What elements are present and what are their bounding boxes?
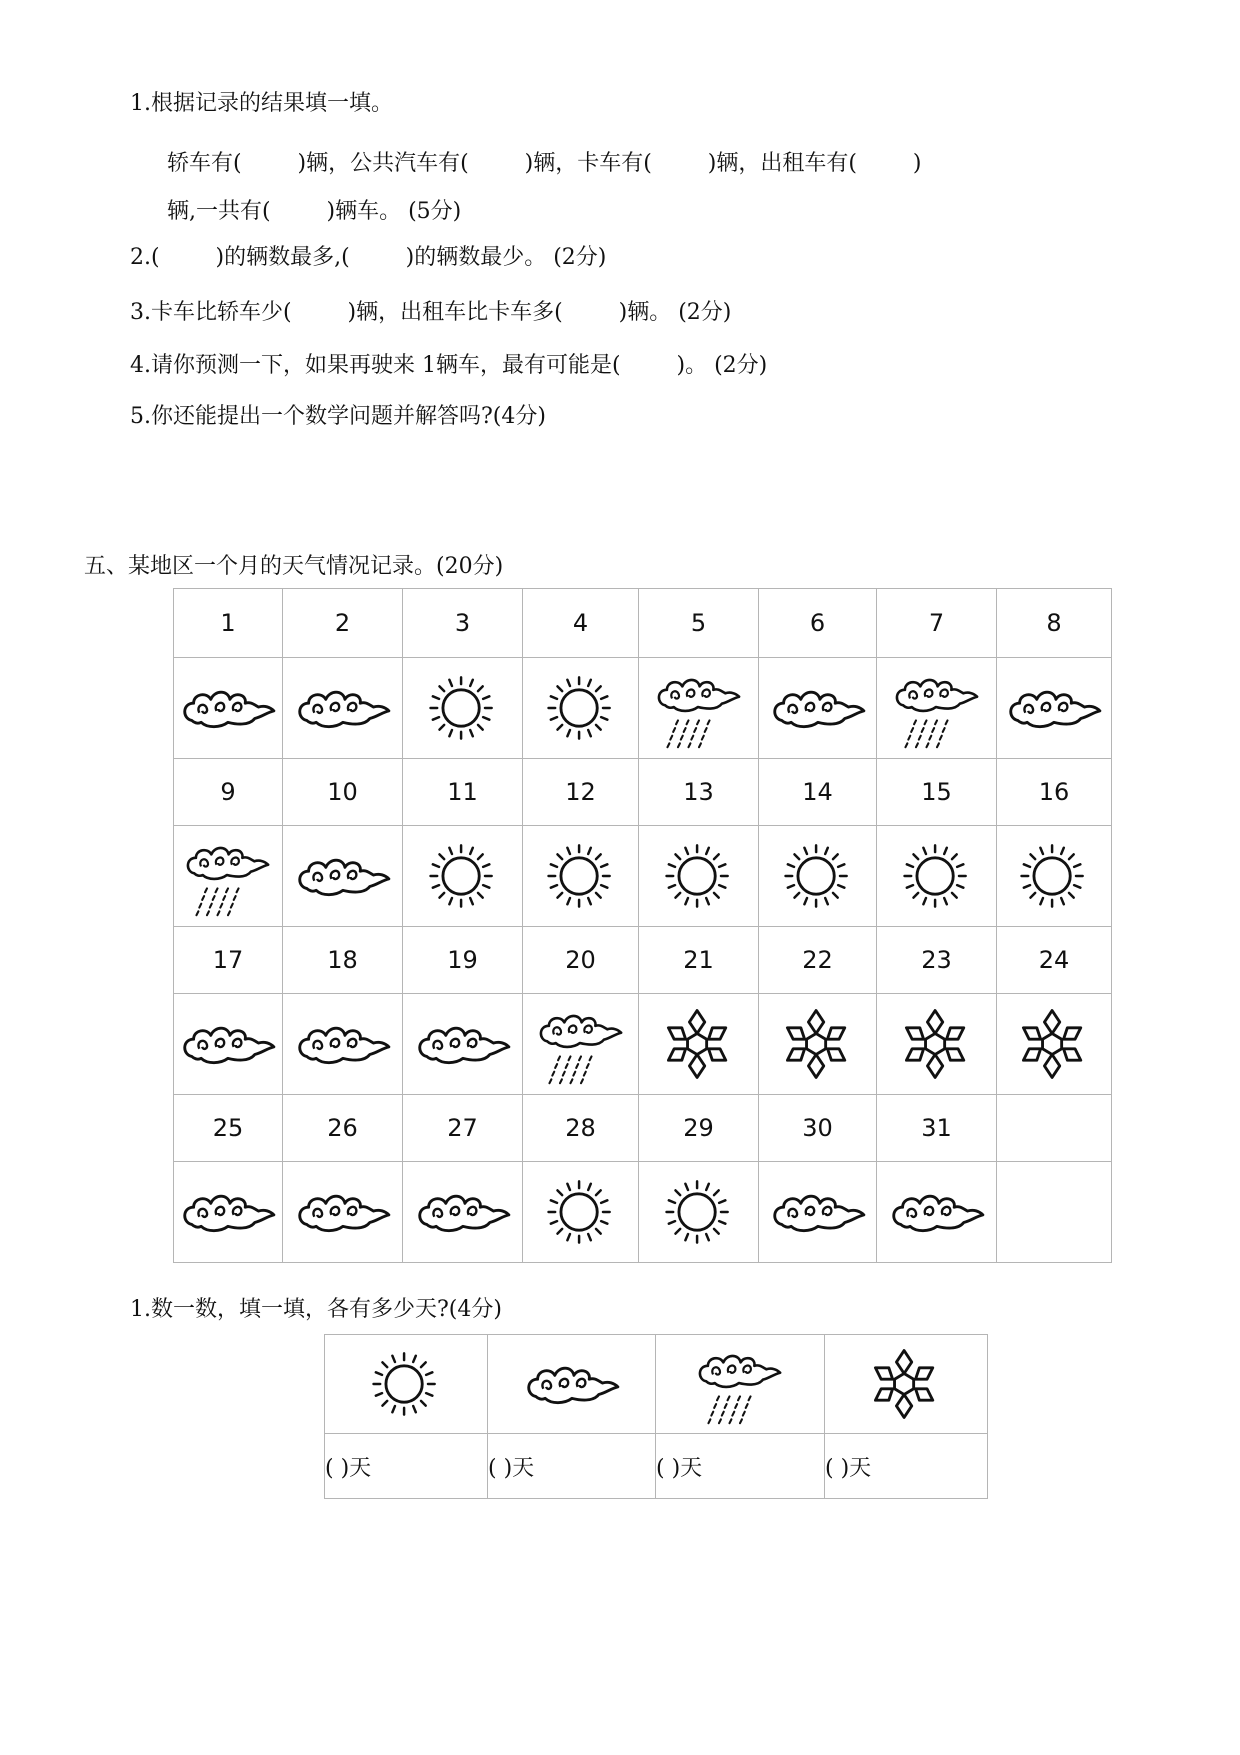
weather-month-table — [173, 588, 1112, 1263]
day-number: 13 — [639, 759, 759, 826]
day-number: 8 — [997, 589, 1112, 658]
day-weather-cell — [174, 826, 283, 927]
day-weather-cell — [174, 994, 283, 1095]
day-weather-cell — [877, 658, 997, 759]
day-number: 9 — [174, 759, 283, 826]
rain-icon — [656, 1341, 824, 1427]
day-weather-cell — [283, 994, 403, 1095]
count-icon-cell — [488, 1335, 656, 1434]
cloud-icon — [997, 665, 1111, 751]
day-number: 19 — [403, 927, 523, 994]
cloud-icon — [174, 665, 282, 751]
q5: 5.你还能提出一个数学问题并解答吗?(4分) — [130, 404, 546, 429]
sun-icon — [325, 1341, 487, 1427]
cloud-icon — [403, 1169, 522, 1255]
day-number: 18 — [283, 927, 403, 994]
cloud-icon — [283, 833, 402, 919]
day-weather-cell — [403, 994, 523, 1095]
day-number: 16 — [997, 759, 1112, 826]
sun-icon — [523, 833, 638, 919]
day-number: 1 — [174, 589, 283, 658]
snow-icon — [825, 1341, 987, 1427]
count-icon-cell — [656, 1335, 825, 1434]
day-weather-cell — [639, 826, 759, 927]
rain-icon — [174, 833, 282, 919]
day-number: 26 — [283, 1095, 403, 1162]
day-number: 28 — [523, 1095, 639, 1162]
day-weather-cell — [759, 658, 877, 759]
cloud-icon — [759, 1169, 876, 1255]
day-weather-cell — [283, 658, 403, 759]
count-answer-blank[interactable]: ( )天 — [488, 1434, 656, 1499]
snow-icon — [639, 1001, 758, 1087]
rain-icon — [877, 665, 996, 751]
count-icon-cell — [325, 1335, 488, 1434]
day-weather-cell — [283, 1162, 403, 1263]
day-number: 30 — [759, 1095, 877, 1162]
day-number: 20 — [523, 927, 639, 994]
empty-cell — [997, 1095, 1112, 1162]
day-weather-cell — [639, 658, 759, 759]
day-number: 17 — [174, 927, 283, 994]
day-weather-cell — [523, 658, 639, 759]
sun-icon — [523, 1169, 638, 1255]
count-answer-blank[interactable]: ( )天 — [825, 1434, 988, 1499]
sun-icon — [759, 833, 876, 919]
cloud-icon — [174, 1001, 282, 1087]
day-weather-cell — [523, 1162, 639, 1263]
day-weather-cell — [639, 1162, 759, 1263]
cloud-icon — [283, 1169, 402, 1255]
day-weather-cell — [523, 994, 639, 1095]
sun-icon — [639, 1169, 758, 1255]
weather-count-table — [324, 1334, 988, 1499]
day-weather-cell — [997, 826, 1112, 927]
rain-icon — [523, 1001, 638, 1087]
cloud-icon — [283, 665, 402, 751]
cloud-icon — [403, 1001, 522, 1087]
cloud-icon — [488, 1341, 655, 1427]
section5-q1: 1.数一数，填一填，各有多少天?(4分) — [130, 1297, 502, 1322]
day-number: 14 — [759, 759, 877, 826]
snow-icon — [759, 1001, 876, 1087]
day-number: 3 — [403, 589, 523, 658]
day-number: 27 — [403, 1095, 523, 1162]
day-number: 23 — [877, 927, 997, 994]
rain-icon — [639, 665, 758, 751]
day-number: 11 — [403, 759, 523, 826]
day-weather-cell — [997, 994, 1112, 1095]
empty-cell — [997, 1162, 1112, 1263]
count-answer-blank[interactable]: ( )天 — [325, 1434, 488, 1499]
day-weather-cell — [639, 994, 759, 1095]
sun-icon — [877, 833, 996, 919]
day-weather-cell — [174, 658, 283, 759]
snow-icon — [997, 1001, 1111, 1087]
day-weather-cell — [403, 826, 523, 927]
q1-line-2: 辆,一共有( )辆车。 (5分) — [167, 199, 462, 224]
day-number: 7 — [877, 589, 997, 658]
day-number: 22 — [759, 927, 877, 994]
q3: 3.卡车比轿车少( )辆，出租车比卡车多( )辆。 (2分) — [130, 300, 732, 325]
day-weather-cell — [877, 826, 997, 927]
sun-icon — [403, 665, 522, 751]
q2: 2.( )的辆数最多,( )的辆数最少。 (2分) — [130, 245, 607, 270]
sun-icon — [639, 833, 758, 919]
day-number: 6 — [759, 589, 877, 658]
day-number: 21 — [639, 927, 759, 994]
q1-line-1: 轿车有( )辆，公共汽车有( )辆，卡车有( )辆，出租车有( ) — [167, 151, 922, 176]
day-number: 24 — [997, 927, 1112, 994]
day-weather-cell — [997, 658, 1112, 759]
day-weather-cell — [759, 1162, 877, 1263]
snow-icon — [877, 1001, 996, 1087]
day-weather-cell — [283, 826, 403, 927]
sun-icon — [997, 833, 1111, 919]
day-number: 4 — [523, 589, 639, 658]
q4: 4.请你预测一下，如果再驶来 1辆车，最有可能是( )。 (2分) — [130, 353, 768, 378]
sun-icon — [523, 665, 638, 751]
day-weather-cell — [877, 994, 997, 1095]
section5-title: 五、某地区一个月的天气情况记录。(20分) — [84, 554, 504, 579]
day-number: 31 — [877, 1095, 997, 1162]
day-number: 10 — [283, 759, 403, 826]
day-number: 5 — [639, 589, 759, 658]
cloud-icon — [759, 665, 876, 751]
day-weather-cell — [759, 994, 877, 1095]
day-weather-cell — [403, 1162, 523, 1263]
q1-title: 1.根据记录的结果填一填。 — [130, 91, 393, 116]
cloud-icon — [174, 1169, 282, 1255]
day-weather-cell — [174, 1162, 283, 1263]
day-number: 12 — [523, 759, 639, 826]
count-icon-cell — [825, 1335, 988, 1434]
day-weather-cell — [403, 658, 523, 759]
day-weather-cell — [523, 826, 639, 927]
day-weather-cell — [759, 826, 877, 927]
day-number: 2 — [283, 589, 403, 658]
day-number: 25 — [174, 1095, 283, 1162]
sun-icon — [403, 833, 522, 919]
count-answer-blank[interactable]: ( )天 — [656, 1434, 825, 1499]
day-number: 15 — [877, 759, 997, 826]
cloud-icon — [283, 1001, 402, 1087]
cloud-icon — [877, 1169, 996, 1255]
day-weather-cell — [877, 1162, 997, 1263]
day-number: 29 — [639, 1095, 759, 1162]
